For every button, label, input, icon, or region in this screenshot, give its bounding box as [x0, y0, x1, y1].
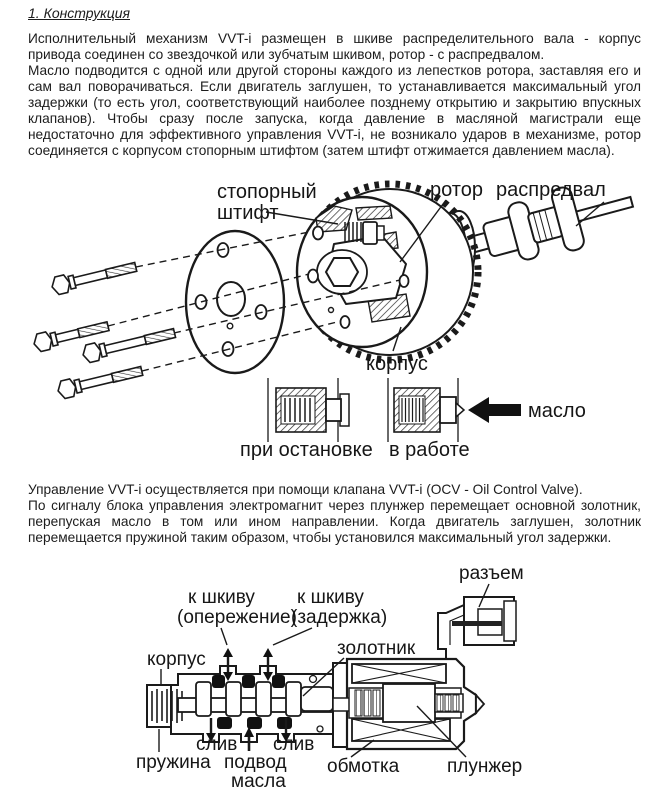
mounting-bolts [32, 258, 177, 400]
figure-vvt-actuator [0, 160, 665, 470]
label-coil: обмотка [327, 756, 400, 777]
label-oil-supply: масла [231, 771, 286, 792]
figure-ocv-valve [0, 557, 665, 800]
text-block-control [28, 482, 641, 546]
label-to-pulley-retard: (задержка) [291, 607, 388, 628]
label-lock-pin: штифт [217, 202, 279, 224]
label-oil-supply: подвод [224, 752, 287, 773]
bolt [50, 258, 138, 296]
label-rotor: ротор [430, 179, 483, 201]
paragraph: Масло подводится с одной или другой стороны каждого из лепестков ротора, заставляя его и сам вал поворачиваться. Если двигатель заглушен, то устанавливается максимальный угол задержки (то есть угол, соответствующий наиболее позднему открытию и закрытию впускных клапанов). Чтобы сразу после запуска, когда давление в масляной магистрали еще недостаточно для эффективного управления VVT-i, не возникало ударов в механизме, ротор соединяется с корпусом стопорным штифтом (затем штифт отжимается давлением масла). [28, 63, 641, 158]
oil-arrow-icon [468, 397, 521, 423]
housing-front-face [297, 197, 427, 347]
label-oil: масло [528, 400, 586, 422]
label-spool: золотник [337, 638, 416, 659]
label-drain-right: слив [273, 734, 315, 755]
label-camshaft: распредвал [496, 179, 606, 201]
coil-top-drawing [352, 664, 446, 683]
section-heading: 1. Конструкция [28, 5, 131, 21]
label-to-pulley-advance: к шкиву [188, 587, 255, 608]
label-to-pulley-retard: к шкиву [297, 587, 364, 608]
label-when-stopped: при остановке [240, 439, 373, 461]
label-lock-pin: стопорный [217, 181, 317, 203]
valve-body [147, 666, 333, 742]
label-in-operation: в работе [389, 439, 470, 461]
label-spring: пружина [136, 752, 211, 773]
solenoid [333, 659, 484, 749]
spool-drawing [178, 682, 333, 716]
paragraph: Исполнительный механизм VVT-i размещен в шкиве распределительного вала - корпус привода соединен со звездочкой или зубчатым шкивом, ротор - с распредвалом. [28, 31, 641, 62]
paragraph: Управление VVT-i осуществляется при помощи клапана VVT-i (OCV - Oil Control Valve). [28, 482, 583, 497]
text-block-construction [28, 31, 641, 159]
label-body: корпус [147, 649, 206, 670]
label-plunger: плунжер [447, 756, 523, 777]
bolt [56, 362, 144, 400]
lock-pin-detail-running [388, 378, 464, 442]
label-housing: корпус [366, 353, 428, 375]
paragraph: По сигналу блока управления электромагнит через плунжер перемещает основной золотник, перепуская масло в том или ином направлении. Когда двигатель заглушен, золотник перемещается пружиной таким образом, чтобы установился максимальный угол задержки. [28, 498, 641, 545]
plunger-drawing [333, 684, 463, 722]
label-drain-left: слив [196, 734, 238, 755]
label-to-pulley-advance: (опережение) [177, 607, 297, 628]
center-bolt-hex [326, 258, 358, 286]
label-connector: разъем [459, 563, 524, 584]
lock-pin-detail-stopped [268, 378, 349, 442]
connector-drawing [438, 597, 516, 659]
cover-plate [186, 231, 284, 373]
